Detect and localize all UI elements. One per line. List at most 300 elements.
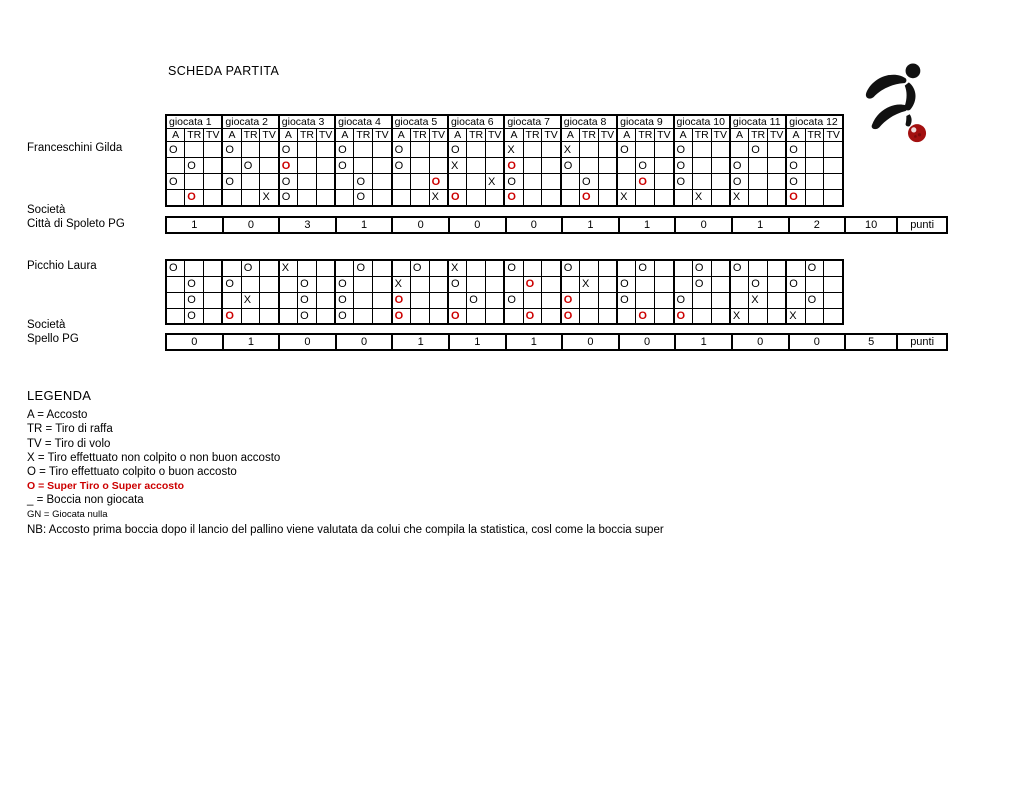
- mark-cell: [410, 276, 429, 292]
- mark-cell: [373, 142, 392, 158]
- marks-row: [166, 190, 843, 206]
- mark-cell: [429, 276, 448, 292]
- mark-cell: X: [448, 260, 467, 276]
- mark-cell: [692, 174, 711, 190]
- marks-row: [166, 292, 843, 308]
- points-cell: 1: [223, 334, 280, 350]
- mark-cell: O: [561, 292, 580, 308]
- shot-type-header-cell: A: [279, 129, 298, 142]
- mark-cell: O: [222, 174, 241, 190]
- shot-type-header-cell: TV: [768, 129, 787, 142]
- mark-cell: [298, 190, 317, 206]
- mark-cell: O: [185, 308, 204, 324]
- mark-cell: [373, 190, 392, 206]
- mark-cell: [749, 308, 768, 324]
- mark-cell: O: [805, 292, 824, 308]
- mark-cell: O: [222, 142, 241, 158]
- mark-cell: [316, 190, 335, 206]
- mark-cell: [241, 276, 260, 292]
- mark-cell: O: [786, 158, 805, 174]
- mark-cell: [448, 174, 467, 190]
- points-cell: 1: [166, 217, 223, 233]
- mark-cell: [316, 260, 335, 276]
- points-row: [166, 217, 947, 233]
- mark-cell: [542, 190, 561, 206]
- shot-type-header-cell: TR: [523, 129, 542, 142]
- mark-cell: O: [786, 142, 805, 158]
- mark-cell: [824, 308, 843, 324]
- points-cell: 2: [789, 217, 846, 233]
- mark-cell: [542, 292, 561, 308]
- mark-cell: [298, 142, 317, 158]
- mark-cell: [166, 158, 185, 174]
- mark-cell: X: [786, 308, 805, 324]
- mark-cell: [768, 158, 787, 174]
- mark-cell: [617, 308, 636, 324]
- mark-cell: [711, 292, 730, 308]
- shot-type-header-cell: TR: [805, 129, 824, 142]
- mark-cell: O: [749, 142, 768, 158]
- mark-cell: O: [561, 308, 580, 324]
- mark-cell: [486, 276, 505, 292]
- shot-type-header-cell: A: [222, 129, 241, 142]
- mark-cell: [598, 142, 617, 158]
- mark-cell: [711, 276, 730, 292]
- player2-score-grid: [165, 259, 844, 325]
- shot-type-header-cell: A: [504, 129, 523, 142]
- mark-cell: [204, 158, 223, 174]
- points-cell: 1: [619, 217, 676, 233]
- mark-cell: [316, 276, 335, 292]
- mark-cell: O: [504, 158, 523, 174]
- mark-cell: O: [636, 174, 655, 190]
- mark-cell: [561, 174, 580, 190]
- shot-type-header-cell: A: [561, 129, 580, 142]
- mark-cell: O: [241, 260, 260, 276]
- mark-cell: [392, 174, 411, 190]
- mark-cell: O: [749, 276, 768, 292]
- mark-cell: O: [335, 308, 354, 324]
- shot-type-header-cell: A: [166, 129, 185, 142]
- shot-type-header-cell: TR: [749, 129, 768, 142]
- mark-cell: O: [523, 308, 542, 324]
- shot-type-header-cell: TV: [824, 129, 843, 142]
- giocata-header-cell: giocata 9: [617, 115, 673, 129]
- mark-cell: O: [674, 292, 693, 308]
- mark-cell: [749, 174, 768, 190]
- mark-cell: [598, 190, 617, 206]
- mark-cell: X: [730, 308, 749, 324]
- shot-type-header-cell: TV: [711, 129, 730, 142]
- mark-cell: O: [504, 190, 523, 206]
- mark-cell: [316, 174, 335, 190]
- mark-cell: [805, 308, 824, 324]
- mark-cell: O: [166, 260, 185, 276]
- mark-cell: [655, 142, 674, 158]
- mark-cell: [580, 142, 599, 158]
- mark-cell: [373, 292, 392, 308]
- mark-cell: [279, 292, 298, 308]
- points-cell: 0: [392, 217, 449, 233]
- mark-cell: [598, 260, 617, 276]
- mark-cell: [523, 174, 542, 190]
- mark-cell: [204, 276, 223, 292]
- mark-cell: [692, 158, 711, 174]
- mark-cell: [711, 190, 730, 206]
- mark-cell: O: [185, 158, 204, 174]
- mark-cell: [824, 292, 843, 308]
- mark-cell: [222, 190, 241, 206]
- mark-cell: [655, 260, 674, 276]
- mark-cell: [373, 158, 392, 174]
- mark-cell: [392, 190, 411, 206]
- mark-cell: X: [749, 292, 768, 308]
- mark-cell: [354, 292, 373, 308]
- mark-cell: O: [730, 260, 749, 276]
- mark-cell: [354, 158, 373, 174]
- mark-cell: O: [692, 260, 711, 276]
- mark-cell: [786, 292, 805, 308]
- mark-cell: O: [504, 174, 523, 190]
- mark-cell: [222, 260, 241, 276]
- bocce-player-icon: [858, 60, 940, 144]
- mark-cell: [730, 292, 749, 308]
- mark-cell: O: [298, 308, 317, 324]
- mark-cell: [373, 260, 392, 276]
- mark-cell: O: [392, 142, 411, 158]
- mark-cell: [260, 292, 279, 308]
- mark-cell: [467, 174, 486, 190]
- mark-cell: [410, 190, 429, 206]
- shot-type-header-cell: TR: [692, 129, 711, 142]
- mark-cell: [824, 276, 843, 292]
- mark-cell: [467, 158, 486, 174]
- mark-cell: X: [392, 276, 411, 292]
- mark-cell: [768, 260, 787, 276]
- points-cell: 1: [675, 334, 732, 350]
- shot-type-header-cell: TR: [241, 129, 260, 142]
- shot-type-header-cell: A: [786, 129, 805, 142]
- mark-cell: O: [504, 260, 523, 276]
- mark-cell: [467, 260, 486, 276]
- mark-cell: [598, 158, 617, 174]
- mark-cell: O: [222, 308, 241, 324]
- points-cell: 0: [732, 334, 789, 350]
- mark-cell: O: [354, 174, 373, 190]
- player1-society-label: Società: [27, 204, 66, 216]
- mark-cell: [467, 308, 486, 324]
- points-unit-label: punti: [897, 334, 947, 350]
- shot-type-header-cell: A: [448, 129, 467, 142]
- points-cell: 1: [732, 217, 789, 233]
- player2-points-table: [165, 333, 948, 351]
- mark-cell: O: [185, 190, 204, 206]
- legend-item: A = Accosto: [27, 409, 88, 422]
- mark-cell: [749, 190, 768, 206]
- mark-cell: O: [241, 158, 260, 174]
- shot-type-header-cell: TV: [655, 129, 674, 142]
- mark-cell: [504, 276, 523, 292]
- mark-cell: O: [636, 158, 655, 174]
- mark-cell: [260, 174, 279, 190]
- mark-cell: [486, 190, 505, 206]
- mark-cell: [542, 174, 561, 190]
- mark-cell: [636, 276, 655, 292]
- mark-cell: X: [279, 260, 298, 276]
- mark-cell: O: [448, 308, 467, 324]
- shot-type-header-cell: TR: [410, 129, 429, 142]
- mark-cell: [298, 158, 317, 174]
- mark-cell: [542, 260, 561, 276]
- mark-cell: [824, 190, 843, 206]
- shot-type-header-cell: TV: [542, 129, 561, 142]
- mark-cell: [429, 158, 448, 174]
- shot-type-header-cell: TV: [373, 129, 392, 142]
- mark-cell: [486, 308, 505, 324]
- mark-cell: [805, 158, 824, 174]
- legend-item: TV = Tiro di volo: [27, 437, 111, 450]
- mark-cell: [692, 292, 711, 308]
- mark-cell: [260, 158, 279, 174]
- giocata-header-cell: giocata 8: [561, 115, 617, 129]
- mark-cell: O: [674, 142, 693, 158]
- mark-cell: [580, 158, 599, 174]
- mark-cell: [674, 190, 693, 206]
- points-unit-label: punti: [897, 217, 947, 233]
- mark-cell: [711, 260, 730, 276]
- mark-cell: X: [241, 292, 260, 308]
- mark-cell: [486, 292, 505, 308]
- mark-cell: [373, 174, 392, 190]
- mark-cell: X: [486, 174, 505, 190]
- mark-cell: [768, 190, 787, 206]
- mark-cell: X: [448, 158, 467, 174]
- mark-cell: [542, 158, 561, 174]
- mark-cell: [467, 190, 486, 206]
- giocata-header-cell: giocata 3: [279, 115, 335, 129]
- points-cell: 0: [336, 334, 393, 350]
- shot-type-header-cell: TV: [260, 129, 279, 142]
- points-cell: 3: [279, 217, 336, 233]
- legend-item: O = Tiro effettuato colpito o buon accosto: [27, 466, 237, 479]
- mark-cell: [636, 190, 655, 206]
- mark-cell: O: [786, 190, 805, 206]
- mark-cell: [185, 174, 204, 190]
- mark-cell: [279, 276, 298, 292]
- mark-cell: O: [617, 292, 636, 308]
- mark-cell: [749, 260, 768, 276]
- shot-type-header-cell: A: [335, 129, 354, 142]
- mark-cell: [711, 158, 730, 174]
- mark-cell: [730, 142, 749, 158]
- mark-cell: O: [335, 276, 354, 292]
- mark-cell: [504, 308, 523, 324]
- mark-cell: [692, 142, 711, 158]
- mark-cell: O: [617, 276, 636, 292]
- mark-cell: [523, 260, 542, 276]
- mark-cell: O: [185, 292, 204, 308]
- mark-cell: X: [561, 142, 580, 158]
- points-cell: 1: [336, 217, 393, 233]
- points-cell: 0: [223, 217, 280, 233]
- giocata-header-cell: giocata 6: [448, 115, 504, 129]
- mark-cell: [204, 142, 223, 158]
- player2-society-name: Spello PG: [27, 333, 79, 345]
- legend-item: _ = Boccia non giocata: [27, 494, 144, 507]
- legend-items: [27, 408, 747, 537]
- legend-item: NB: Accosto prima boccia dopo il lancio del pallino viene valutata da colui che compila la statistica, cosl come la boccia super: [27, 523, 664, 536]
- mark-cell: [260, 142, 279, 158]
- mark-cell: [429, 142, 448, 158]
- mark-cell: O: [279, 142, 298, 158]
- mark-cell: O: [730, 174, 749, 190]
- mark-cell: X: [580, 276, 599, 292]
- mark-cell: [598, 292, 617, 308]
- mark-cell: [204, 190, 223, 206]
- mark-cell: [298, 260, 317, 276]
- shot-type-header-cell: TV: [316, 129, 335, 142]
- mark-cell: O: [448, 276, 467, 292]
- mark-cell: X: [730, 190, 749, 206]
- mark-cell: [260, 260, 279, 276]
- mark-cell: O: [448, 142, 467, 158]
- mark-cell: [768, 276, 787, 292]
- mark-cell: [204, 260, 223, 276]
- shot-type-header-cell: A: [674, 129, 693, 142]
- mark-cell: [523, 158, 542, 174]
- mark-cell: [279, 308, 298, 324]
- mark-cell: [410, 174, 429, 190]
- mark-cell: [204, 292, 223, 308]
- mark-cell: [636, 292, 655, 308]
- mark-cell: O: [448, 190, 467, 206]
- mark-cell: [467, 142, 486, 158]
- player1-name: Franceschini Gilda: [27, 142, 123, 154]
- legend-title: LEGENDA: [27, 388, 92, 403]
- mark-cell: [655, 276, 674, 292]
- mark-cell: [655, 174, 674, 190]
- player2-society-label: Società: [27, 319, 66, 331]
- mark-cell: [636, 142, 655, 158]
- mark-cell: [542, 276, 561, 292]
- points-cell: 0: [789, 334, 846, 350]
- giocata-header-cell: giocata 1: [166, 115, 222, 129]
- mark-cell: [749, 158, 768, 174]
- points-cell: 0: [675, 217, 732, 233]
- mark-cell: O: [730, 158, 749, 174]
- legend-item: TR = Tiro di raffa: [27, 423, 113, 436]
- mark-cell: X: [260, 190, 279, 206]
- mark-cell: O: [335, 292, 354, 308]
- mark-cell: X: [692, 190, 711, 206]
- mark-cell: [410, 142, 429, 158]
- mark-cell: [260, 308, 279, 324]
- mark-cell: O: [298, 292, 317, 308]
- giocata-header-cell: giocata 12: [786, 115, 843, 129]
- mark-cell: [316, 308, 335, 324]
- mark-cell: O: [335, 142, 354, 158]
- mark-cell: [598, 174, 617, 190]
- shot-type-header-cell: A: [392, 129, 411, 142]
- mark-cell: [768, 174, 787, 190]
- mark-cell: O: [298, 276, 317, 292]
- marks-row: [166, 260, 843, 276]
- points-cell: 0: [449, 217, 506, 233]
- mark-cell: O: [392, 158, 411, 174]
- mark-cell: [655, 292, 674, 308]
- mark-cell: O: [222, 276, 241, 292]
- mark-cell: [241, 190, 260, 206]
- mark-cell: [241, 308, 260, 324]
- mark-cell: [467, 276, 486, 292]
- legend-item: X = Tiro effettuato non colpito o non buon accosto: [27, 451, 281, 464]
- mark-cell: [260, 276, 279, 292]
- mark-cell: [486, 158, 505, 174]
- mark-cell: [542, 142, 561, 158]
- mark-cell: [354, 142, 373, 158]
- mark-cell: [448, 292, 467, 308]
- points-cell: 0: [279, 334, 336, 350]
- mark-cell: O: [279, 190, 298, 206]
- mark-cell: [580, 308, 599, 324]
- mark-cell: [373, 308, 392, 324]
- shot-type-header-cell: TV: [429, 129, 448, 142]
- mark-cell: O: [636, 260, 655, 276]
- legend-item: O = Super Tiro o Super accosto: [27, 480, 185, 493]
- mark-cell: O: [354, 260, 373, 276]
- mark-cell: [805, 276, 824, 292]
- giocata-header-cell: giocata 5: [392, 115, 448, 129]
- mark-cell: O: [185, 276, 204, 292]
- shot-type-header-cell: TV: [204, 129, 223, 142]
- shot-type-header-cell: TR: [467, 129, 486, 142]
- mark-cell: [598, 276, 617, 292]
- shot-type-header-cell: A: [617, 129, 636, 142]
- mark-cell: [429, 260, 448, 276]
- mark-cell: [617, 174, 636, 190]
- mark-cell: [561, 190, 580, 206]
- mark-cell: [824, 174, 843, 190]
- mark-cell: O: [786, 276, 805, 292]
- mark-cell: X: [617, 190, 636, 206]
- points-cell: 0: [619, 334, 676, 350]
- mark-cell: [824, 260, 843, 276]
- player1-score-grid: [165, 114, 844, 207]
- mark-cell: O: [561, 260, 580, 276]
- mark-cell: [805, 190, 824, 206]
- shot-type-header-cell: TR: [185, 129, 204, 142]
- mark-cell: O: [617, 142, 636, 158]
- shot-type-header-cell: TR: [298, 129, 317, 142]
- shot-type-header-cell: TR: [354, 129, 373, 142]
- mark-cell: [166, 308, 185, 324]
- giocata-header-cell: giocata 7: [504, 115, 560, 129]
- shot-type-header-cell: TV: [486, 129, 505, 142]
- mark-cell: [824, 142, 843, 158]
- mark-cell: O: [279, 158, 298, 174]
- mark-cell: [410, 158, 429, 174]
- mark-cell: [354, 308, 373, 324]
- points-total-cell: 5: [845, 334, 897, 350]
- mark-cell: [655, 158, 674, 174]
- mark-cell: [429, 292, 448, 308]
- points-total-cell: 10: [845, 217, 897, 233]
- mark-cell: [805, 142, 824, 158]
- mark-cell: [335, 174, 354, 190]
- mark-cell: [580, 292, 599, 308]
- mark-cell: [786, 260, 805, 276]
- giocata-header-cell: giocata 10: [674, 115, 730, 129]
